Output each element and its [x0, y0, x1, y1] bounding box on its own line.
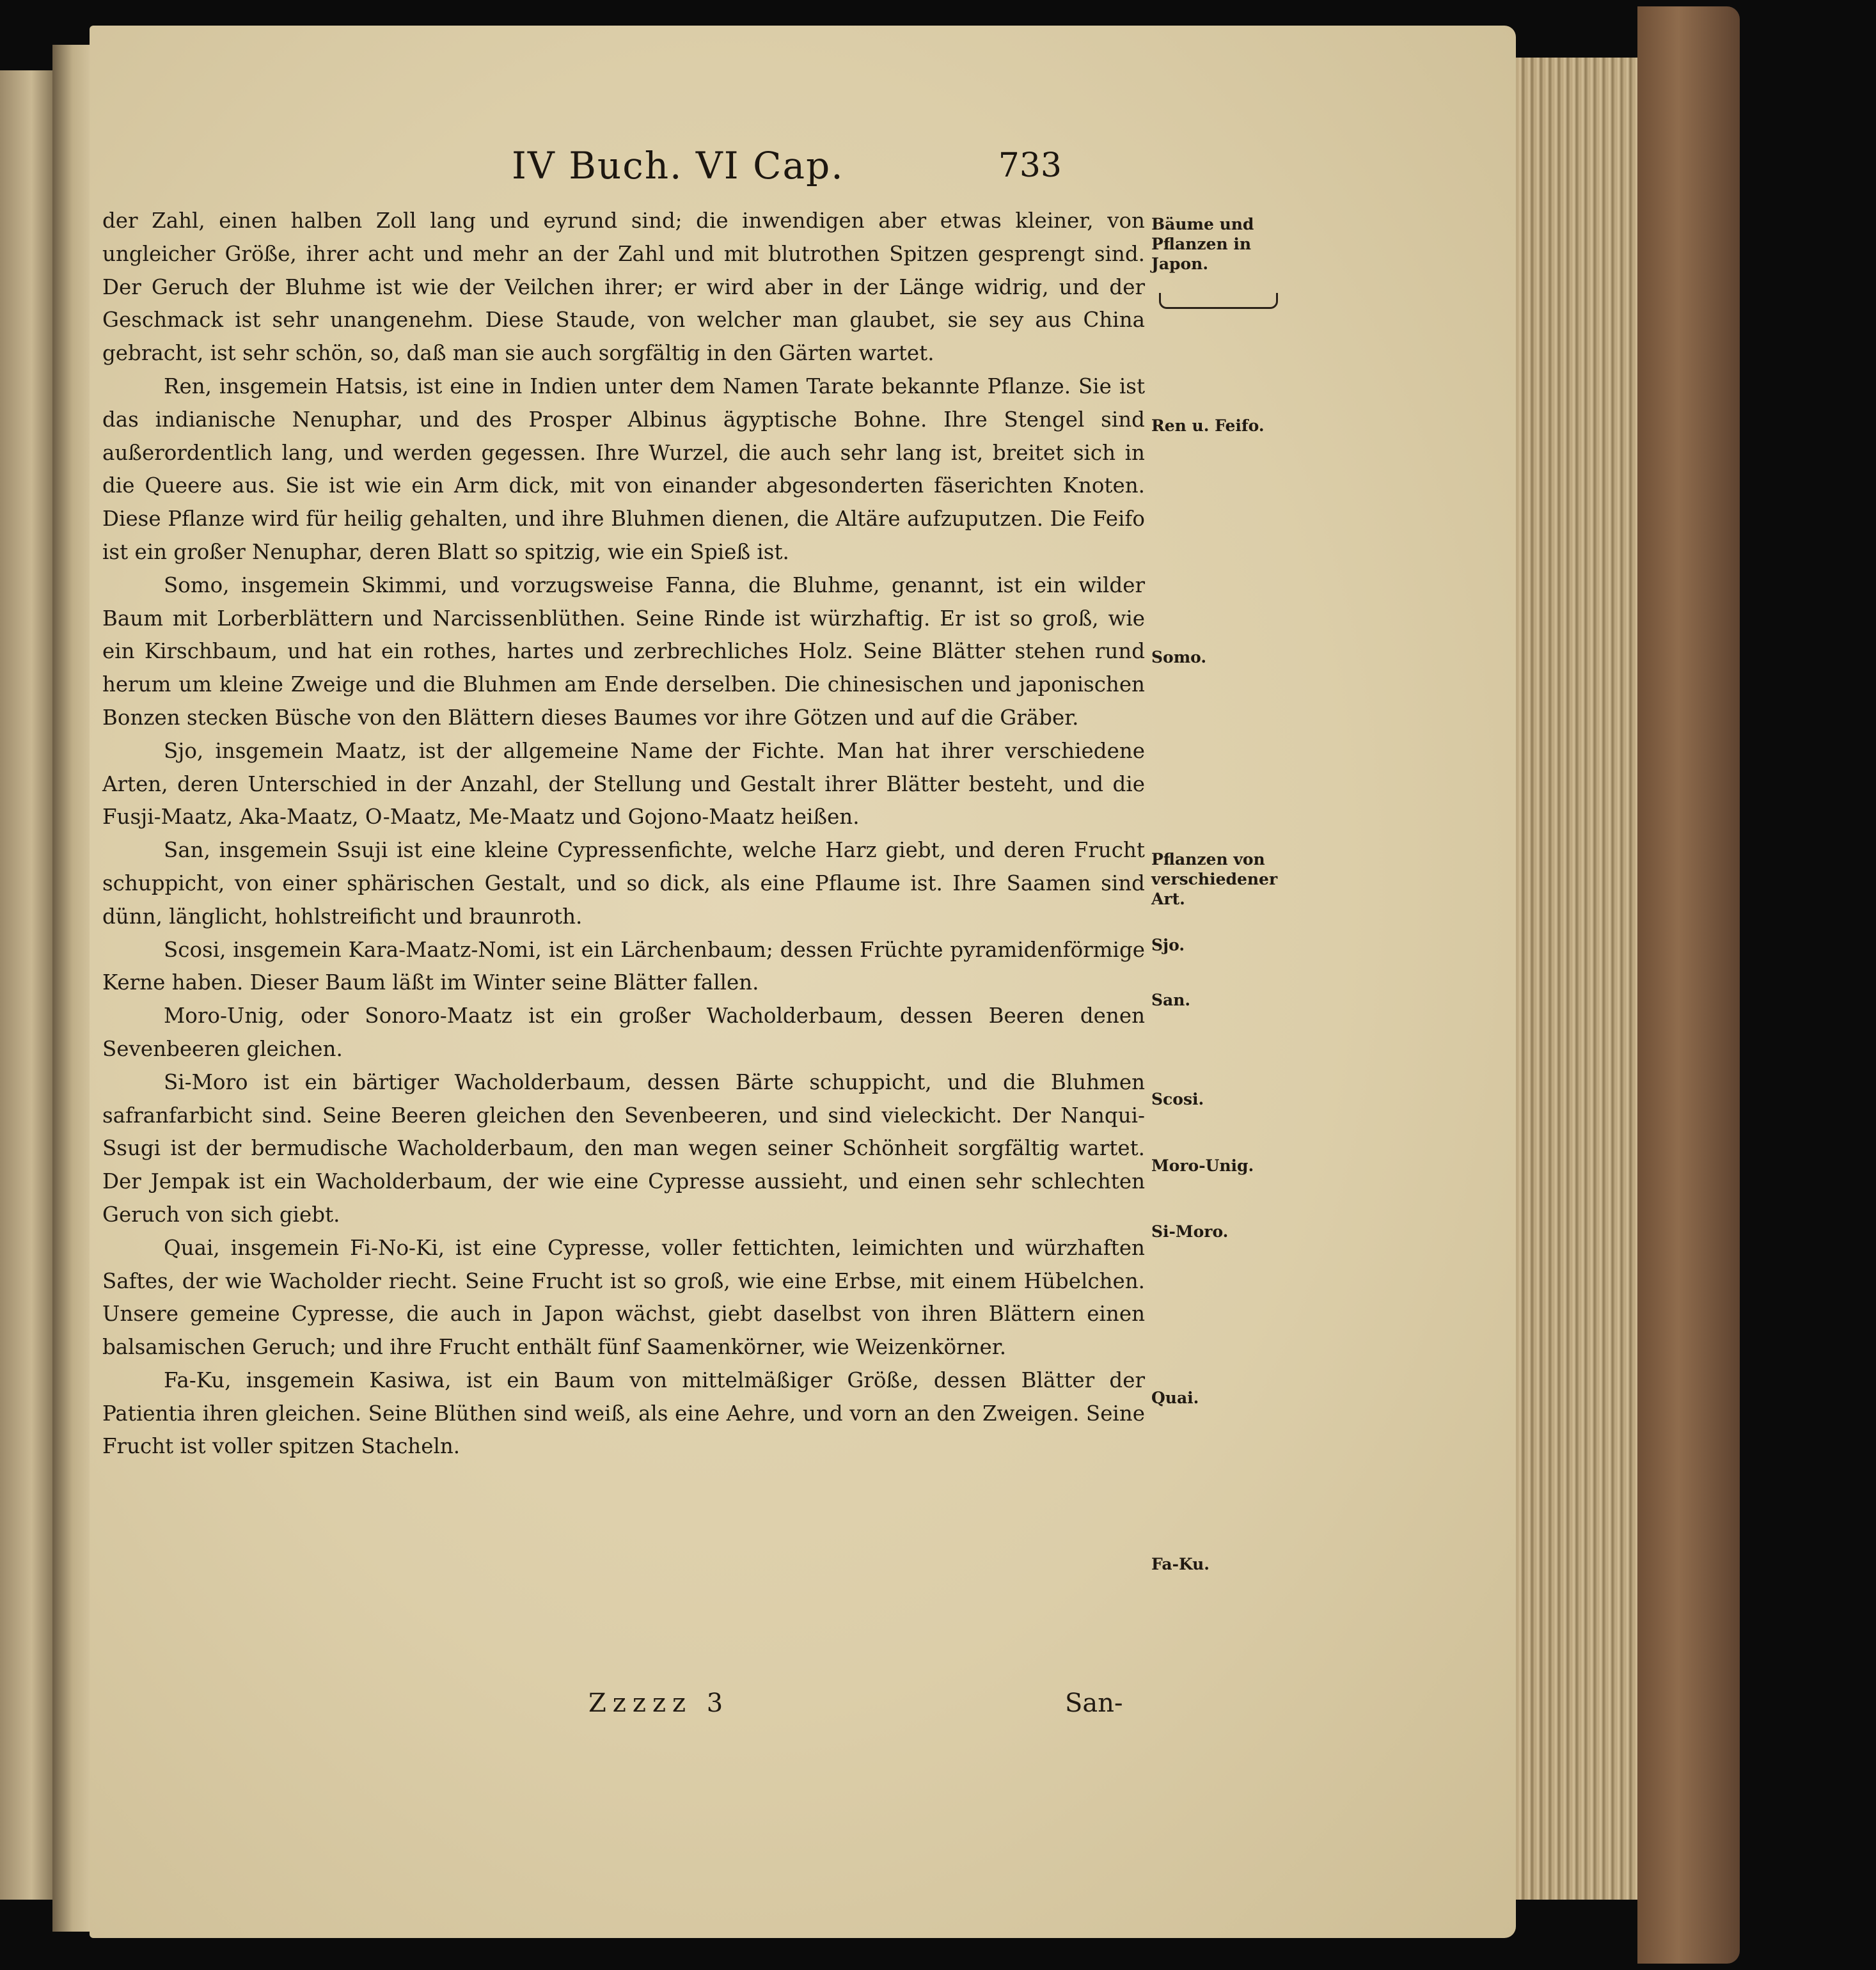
paragraph-moro-unig: Moro-Unig, oder Sonoro-Maatz ist ein großer Wacholderbaum, dessen Beeren denen Sevenbeeren gleichen. [102, 1004, 1145, 1061]
body-text [102, 205, 1145, 1463]
margin-note-moro-unig: Moro-Unig. [1151, 1156, 1254, 1175]
margin-note-pflanzen: Pflanzen von verschiedener Art. [1151, 850, 1278, 908]
margin-note-baeume: Bäume und Pflanzen in Japon. [1151, 215, 1254, 273]
margin-note-ren: Ren u. Feifo. [1151, 416, 1265, 435]
paragraph-somo: Somo, insgemein Skimmi, und vorzugsweise Fanna, die Bluhme, genannt, ist ein wilder Baum mit Lorberblättern und Narcissenblüthen. Seine Rinde ist würzhaftig. Er ist so groß, wie ein Kirschbaum, und hat ein rothes, hartes und zerbrechliches Holz. Seine Blätter stehen rund herum um kleine Zweige und die Bluhmen am Ende derselben. Die chinesischen und japonischen Bonzen stecken Büsche von den Blättern dieses Baumes vor ihre Götzen und auf die Gräber. [102, 572, 1145, 730]
margin-note-san: San. [1151, 991, 1191, 1009]
facing-page-edge [0, 70, 52, 1900]
margin-note-brace [1159, 293, 1278, 309]
paragraph-si-moro: Si-Moro ist ein bärtiger Wacholderbaum, dessen Bärte schuppicht, und die Bluhmen safranfarbicht sind. Seine Beeren gleichen den Sevenbeeren, und sind vieleckicht. Der Nanqui-Ssugi ist der bermudische Wacholderbaum, den man wegen seiner Schönheit sorgfältig wartet. Der Jempak ist ein Wacholderbaum, der wie eine Cypresse aussieht, und einen sehr schlechten Geruch von sich giebt. [102, 1069, 1145, 1227]
paragraph-sjo: Sjo, insgemein Maatz, ist der allgemeine Name der Fichte. Man hat ihrer verschiedene Arten, deren Unterschied in der Anzahl, der Stellung und Gestalt ihrer Blätter besteht, und die Fusji-Maatz, Aka-Maatz, O-Maatz, Me-Maatz und Gojono-Maatz heißen. [102, 738, 1145, 830]
margin-note-fa-ku: Fa-Ku. [1151, 1555, 1210, 1573]
margin-note-quai: Quai. [1151, 1389, 1199, 1407]
book-cover-edge [1637, 6, 1740, 1964]
margin-note-scosi: Scosi. [1151, 1090, 1204, 1108]
paragraph-continuation: der Zahl, einen halben Zoll lang und eyrund sind; die inwendigen aber etwas kleiner, von ungleicher Größe, ihrer acht und mehr an der Zahl und mit blutrothen Spitzen gesprengt sind. Der Geruch der Bluhme ist wie der Veilchen ihrer; er wird aber in der Länge widrig, und der Geschmack ist sehr unangenehm. Diese Staude, von welcher man glaubet, sie sey aus China gebracht, ist sehr schön, so, daß man sie auch sorgfältig in den Gärten wartet. [102, 209, 1145, 366]
page-number: 733 [998, 146, 1062, 185]
paragraph-ren: Ren, insgemein Hatsis, ist eine in Indien unter dem Namen Tarate bekannte Pflanze. Sie ist das indianische Nenuphar, und des Prosper Albinus ägyptische Bohne. Ihre Stengel sind außerordentlich lang, und werden gegessen. Ihre Wurzel, die auch sehr lang ist, breitet sich in die Queere aus. Sie ist wie ein Arm dick, mit von einander abgesonderten fäserichten Knoten. Diese Pflanze wird für heilig gehalten, und ihre Bluhmen dienen, die Altäre aufzuputzen. Die Feifo ist ein großer Nenuphar, deren Blatt so spitzig, wie ein Spieß ist. [102, 374, 1145, 564]
running-head [512, 144, 1062, 189]
margin-note-si-moro: Si-Moro. [1151, 1222, 1229, 1241]
margin-note-somo: Somo. [1151, 648, 1207, 666]
paragraph-fa-ku: Fa-Ku, insgemein Kasiwa, ist ein Baum von mittelmäßiger Größe, dessen Blätter der Patientia ihren gleichen. Seine Blüthen sind weiß, als eine Aehre, und vorn an den Zweigen. Seine Frucht ist voller spitzen Stacheln. [102, 1367, 1145, 1459]
catchword: San- [1065, 1689, 1123, 1718]
running-title: IV Buch. VI Cap. [512, 144, 844, 187]
paragraph-quai: Quai, insgemein Fi-No-Ki, ist eine Cypresse, voller fettichten, leimichten und würzhaften Saftes, der wie Wacholder riecht. Seine Frucht ist so groß, wie eine Erbse, mit einem Hübelchen. Unsere gemeine Cypresse, die auch in Japon wächst, giebt daselbst von ihren Blättern einen balsamischen Geruch; und ihre Frucht enthält fünf Saamenkörner, wie Weizenkörner. [102, 1235, 1145, 1360]
paragraph-san: San, insgemein Ssuji ist eine kleine Cypressenfichte, welche Harz giebt, und deren Frucht schuppicht, von einer sphärischen Gestalt, und so dick, als eine Pflaume ist. Ihre Saamen sind dünn, länglicht, hohlstreificht und braunroth. [102, 838, 1145, 929]
margin-note-sjo: Sjo. [1151, 936, 1185, 954]
signature-mark: Zzzzz 3 [588, 1689, 730, 1718]
paragraph-scosi: Scosi, insgemein Kara-Maatz-Nomi, ist ein Lärchenbaum; dessen Früchte pyramidenförmige Kerne haben. Dieser Baum läßt im Winter seine Blätter fallen. [102, 937, 1145, 995]
